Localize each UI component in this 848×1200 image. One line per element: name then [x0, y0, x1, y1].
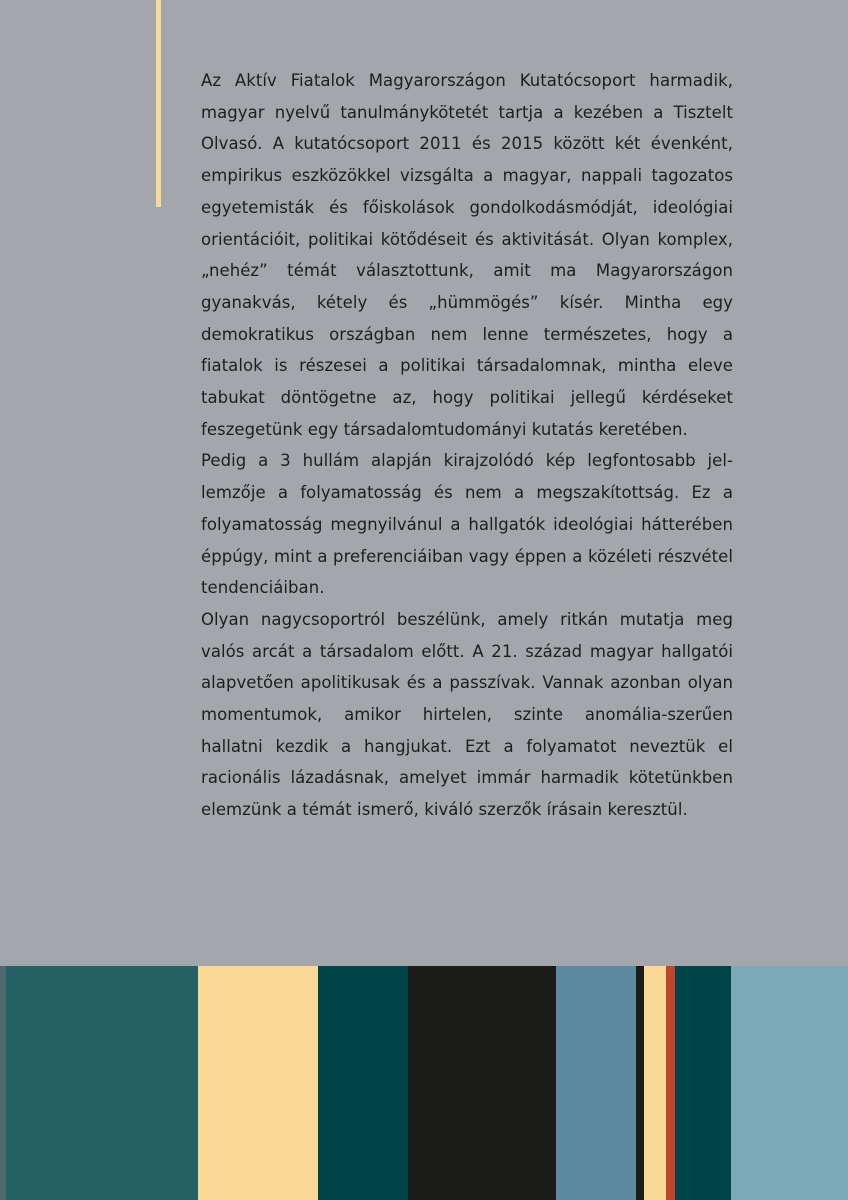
paragraph-continuity: Pedig a 3 hullám alapján kirajzolódó kép legfontosabb jellemzője a folyamatosság és nem a megszakítottság. Ez a folyamatosság megnyilvánul a hallgatók ideológiai hátterében éppúgy, mint a preferenciáiban vagy éppen a közéleti részvétel tendenciáiban.	[201, 451, 733, 598]
stripe-steel-blue	[556, 966, 636, 1200]
paragraph-rational-rebellion: Olyan nagycsoportról beszélünk, amely ritkán mutatja meg valós arcát a társadalom előtt. A 21. század magyar hallgatói alapvetően apolitikusak és a passzívak. Vannak azonban olyan momentumok, amikor hirtelen, szinte anomália-szerűen hallatni kezdik a hangjukat. Ezt a folyamatot neveztük el racionális lázadásnak, amelyet immár harmadik kötetünkben elemzünk a témát ismerő, kiváló szerzők írásain keresztül.	[201, 609, 733, 820]
stripe-black-thin	[636, 966, 644, 1200]
stripe-dark-teal-2	[675, 966, 731, 1200]
stripe-cream	[198, 966, 318, 1200]
stripe-black	[408, 966, 556, 1200]
stripe-teal	[6, 966, 198, 1200]
stripe-dark-teal	[318, 966, 408, 1200]
color-stripes-band	[0, 966, 848, 1200]
accent-bar	[156, 0, 161, 207]
blurb-text	[201, 65, 733, 826]
stripe-light-blue	[731, 966, 848, 1200]
paragraph-intro: Az Aktív Fiatalok Magyarországon Kutatócsoport harmadik, magyar nyelvű tanulmánykötetét tartja a kezében a Tisztelt Olvasó. A kutatócsoport 2011 és 2015 között két évenként, empirikus eszközökkel vizsgálta a magyar, nappali tagozatos egyetemisták és főiskolások gondolkodásmódját, ideológiai orientációit, politikai kötődéseit és aktivitását. Olyan komplex, „nehéz” témát választottunk, amit ma Magyarországon gyanakvás, kétely és „hümmögés” kísér. Mintha egy demokratikus országban nem lenne természetes, hogy a fiatalok is részesei a politikai társadalomnak, mintha eleve tabukat döntögetne az, hogy politikai jellegű kérdéseket feszegetünk egy társadalomtudományi kutatás keretében.	[201, 71, 733, 439]
stripe-red-thin	[666, 966, 675, 1200]
stripe-cream-thin	[644, 966, 666, 1200]
